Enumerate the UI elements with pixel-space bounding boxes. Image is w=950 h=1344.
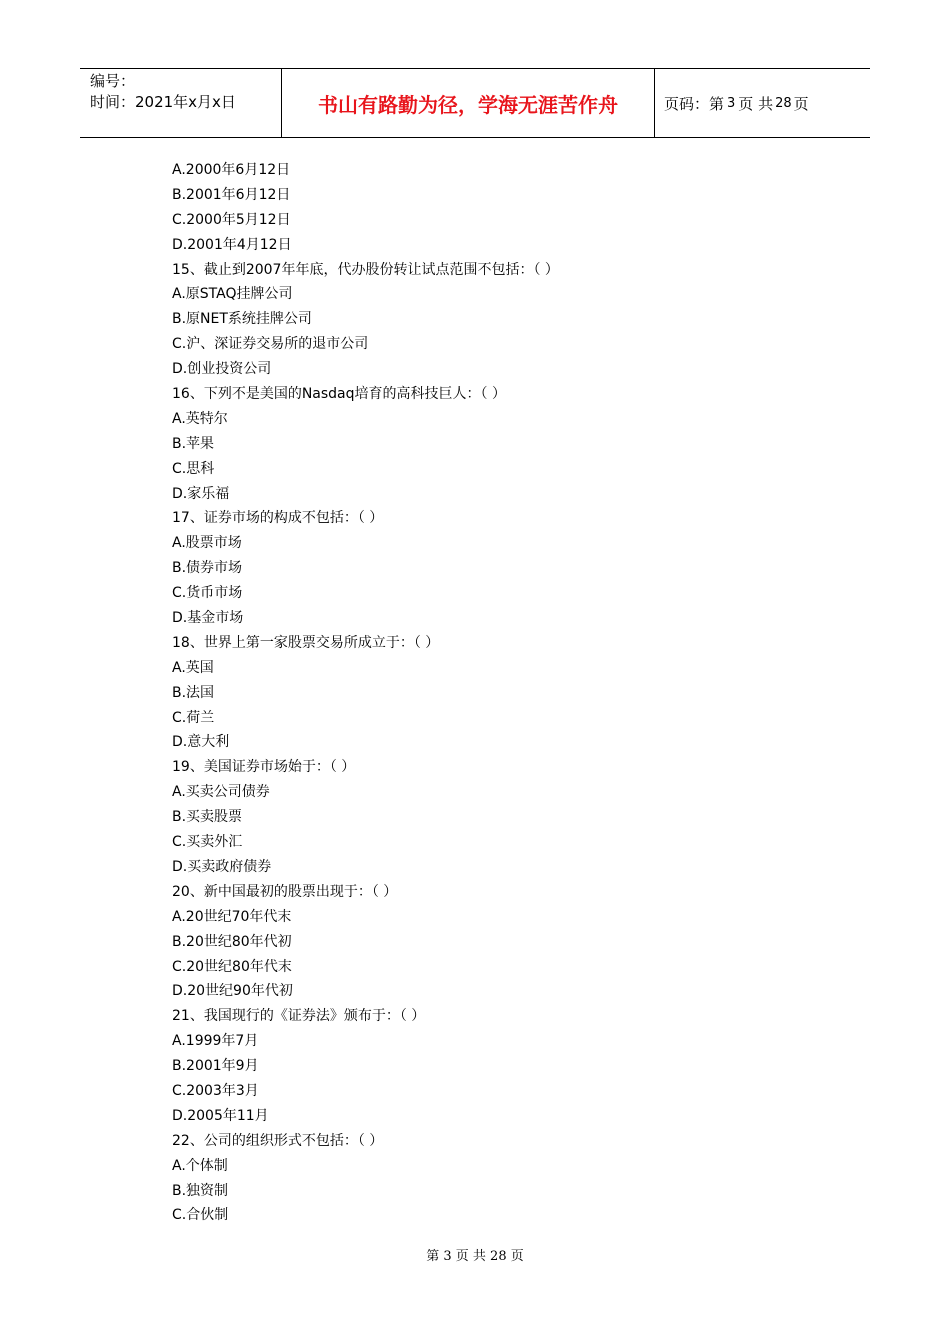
text-line: 21、我国现行的《证券法》颁布于：（ ） xyxy=(172,1008,426,1025)
time-label: 时间：2021年x月x日 xyxy=(90,93,236,111)
text-line: D.2005年11月 xyxy=(172,1107,269,1124)
text-line: B.债券市场 xyxy=(172,560,243,577)
text-line: A.个体制 xyxy=(172,1157,228,1174)
page-middle: 页 共 xyxy=(738,94,774,113)
text-line: A.买卖公司债券 xyxy=(172,784,270,801)
text-line: 20、新中国最初的股票出现于：（ ） xyxy=(172,883,398,900)
text-line: B.20世纪80年代初 xyxy=(172,933,292,950)
text-line: 17、证券市场的构成不包括：（ ） xyxy=(172,510,384,527)
text-line: D.创业投资公司 xyxy=(172,361,272,378)
number-label: 编号： xyxy=(90,72,136,90)
text-line: C.荷兰 xyxy=(172,709,215,726)
text-line: A.英特尔 xyxy=(172,410,228,427)
text-line: D.买卖政府债券 xyxy=(172,858,272,875)
text-line: 15、截止到2007年年底，代办股份转让试点范围不包括：（ ） xyxy=(172,261,559,278)
text-line: C.沪、深证券交易所的退市公司 xyxy=(172,336,369,353)
page-total: 28 xyxy=(775,95,792,111)
header-meta xyxy=(90,71,282,113)
text-line: A.英国 xyxy=(172,659,214,676)
text-line: C.货币市场 xyxy=(172,585,243,602)
text-line: B.原NET系统挂牌公司 xyxy=(172,311,312,328)
text-line: C.思科 xyxy=(172,460,215,477)
text-line: C.买卖外汇 xyxy=(172,834,243,851)
text-line: 19、美国证券市场始于：（ ） xyxy=(172,759,356,776)
text-line: 16、下列不是美国的Nasdaq培育的高科技巨人：（ ） xyxy=(172,386,506,403)
text-line: D.家乐福 xyxy=(172,485,230,502)
text-line: C.合伙制 xyxy=(172,1207,229,1224)
page-header xyxy=(80,68,870,138)
header-divider xyxy=(654,69,655,137)
question-list xyxy=(172,158,792,1228)
text-line: 22、公司的组织形式不包括：（ ） xyxy=(172,1132,384,1149)
page-prefix: 页码：第 xyxy=(664,94,725,113)
text-line: 18、世界上第一家股票交易所成立于：（ ） xyxy=(172,634,440,651)
text-line: A.20世纪70年代末 xyxy=(172,908,292,925)
header-page-info xyxy=(664,69,809,137)
text-line: C.2000年5月12日 xyxy=(172,211,291,228)
text-line: B.独资制 xyxy=(172,1182,229,1199)
text-line: A.2000年6月12日 xyxy=(172,162,291,178)
page-current: 3 xyxy=(727,95,736,111)
text-line: B.苹果 xyxy=(172,435,215,452)
text-line: D.意大利 xyxy=(172,734,230,751)
header-slogan: 书山有路勤为径，学海无涯苦作舟 xyxy=(318,92,618,117)
text-line: D.20世纪90年代初 xyxy=(172,983,293,1000)
page-footer: 第 3 页 共 28 页 xyxy=(426,1249,524,1264)
text-line: D.基金市场 xyxy=(172,610,244,627)
text-line: B.买卖股票 xyxy=(172,809,243,826)
text-line: C.20世纪80年代末 xyxy=(172,958,292,975)
text-line: B.2001年6月12日 xyxy=(172,186,291,203)
text-line: A.股票市场 xyxy=(172,535,242,552)
text-line: B.2001年9月 xyxy=(172,1058,259,1075)
text-line: A.1999年7月 xyxy=(172,1033,259,1050)
text-line: A.原STAQ挂牌公司 xyxy=(172,286,293,303)
page-suffix: 页 xyxy=(793,94,809,113)
text-line: D.2001年4月12日 xyxy=(172,236,292,253)
text-line: B.法国 xyxy=(172,684,215,701)
text-line: C.2003年3月 xyxy=(172,1082,259,1099)
